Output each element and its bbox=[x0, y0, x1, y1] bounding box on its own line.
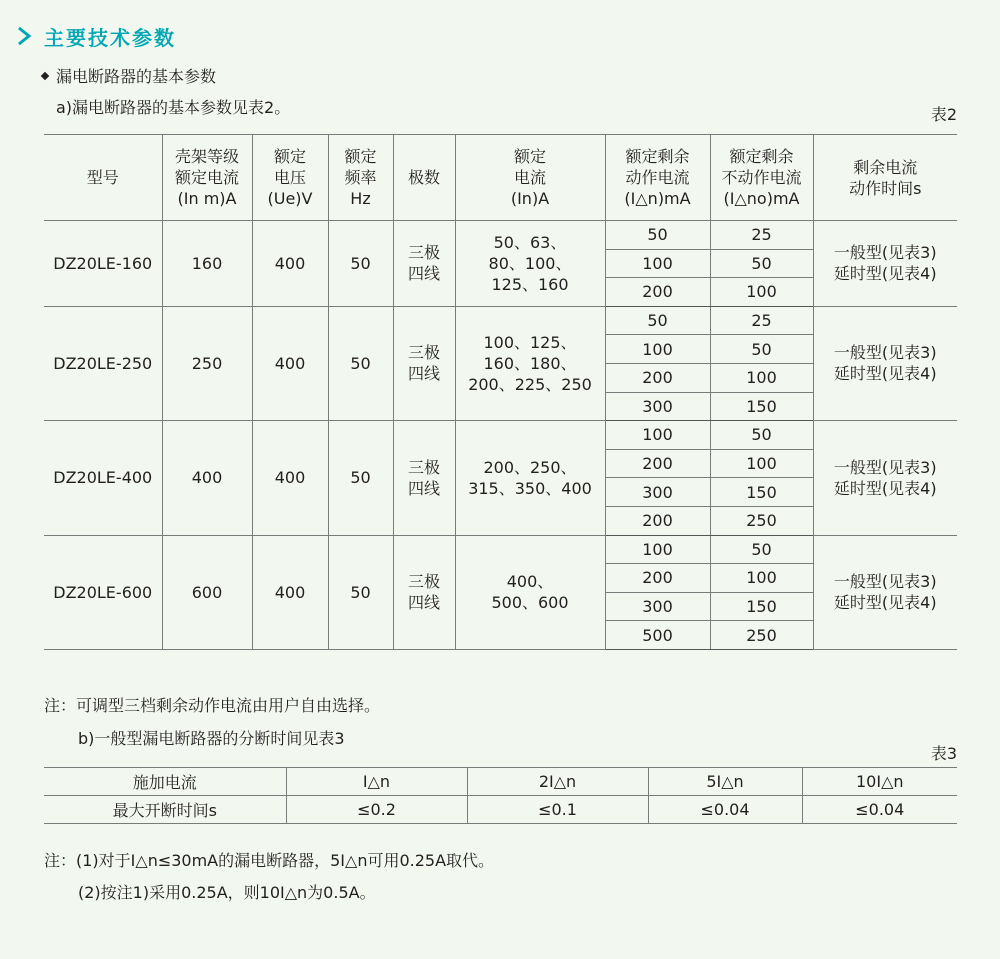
model-cell: DZ20LE-400 bbox=[44, 421, 162, 535]
parameters-table bbox=[44, 134, 957, 650]
table-cell: 2I△n bbox=[467, 768, 648, 796]
voltage-cell: 400 bbox=[252, 421, 328, 535]
residual-non-operating-current-cell: 100 bbox=[710, 449, 813, 478]
voltage-cell: 400 bbox=[252, 221, 328, 307]
rated-current-cell: 100、125、 160、180、 200、225、250 bbox=[455, 306, 605, 420]
table-row bbox=[44, 221, 957, 250]
residual-operating-current-cell: 500 bbox=[605, 621, 710, 650]
operating-time-cell: 一般型(见表3) 延时型(见表4) bbox=[813, 421, 957, 535]
residual-non-operating-current-cell: 100 bbox=[710, 278, 813, 307]
poles-cell: 三极 四线 bbox=[393, 535, 455, 649]
residual-non-operating-current-cell: 250 bbox=[710, 621, 813, 650]
residual-operating-current-cell: 300 bbox=[605, 392, 710, 421]
residual-operating-current-cell: 200 bbox=[605, 506, 710, 535]
table-cell: I△n bbox=[286, 768, 467, 796]
operating-time-cell: 一般型(见表3) 延时型(见表4) bbox=[813, 306, 957, 420]
table-header-cell: 剩余电流 动作时间s bbox=[813, 135, 957, 221]
table-header-cell: 额定 电流 (In)A bbox=[455, 135, 605, 221]
residual-non-operating-current-cell: 25 bbox=[710, 221, 813, 250]
frame-current-cell: 600 bbox=[162, 535, 252, 649]
frame-current-cell: 250 bbox=[162, 306, 252, 420]
residual-non-operating-current-cell: 25 bbox=[710, 306, 813, 335]
table3-label: 表3 bbox=[930, 744, 957, 763]
residual-operating-current-cell: 100 bbox=[605, 335, 710, 364]
model-cell: DZ20LE-250 bbox=[44, 306, 162, 420]
residual-operating-current-cell: 200 bbox=[605, 564, 710, 593]
note-2: 注：(1)对于I△n≤30mA的漏电断路器，5I△n可用0.25A取代。 bbox=[44, 851, 495, 870]
table-row bbox=[44, 535, 957, 564]
table-header-cell: 额定剩余 不动作电流 (I△no)mA bbox=[710, 135, 813, 221]
table-header-row bbox=[44, 135, 957, 221]
frequency-cell: 50 bbox=[328, 221, 393, 307]
table-cell: 10I△n bbox=[802, 768, 957, 796]
residual-non-operating-current-cell: 100 bbox=[710, 363, 813, 392]
residual-operating-current-cell: 50 bbox=[605, 306, 710, 335]
table-header-cell: 额定剩余 动作电流 (I△n)mA bbox=[605, 135, 710, 221]
table-cell: 5I△n bbox=[648, 768, 802, 796]
note-3: (2)按注1)采用0.25A，则10I△n为0.5A。 bbox=[78, 883, 376, 902]
frequency-cell: 50 bbox=[328, 306, 393, 420]
breaking-time-table bbox=[44, 767, 957, 824]
table-cell: ≤0.2 bbox=[286, 796, 467, 824]
rated-current-cell: 400、 500、600 bbox=[455, 535, 605, 649]
residual-non-operating-current-cell: 50 bbox=[710, 535, 813, 564]
residual-operating-current-cell: 300 bbox=[605, 478, 710, 507]
table-cell: ≤0.04 bbox=[648, 796, 802, 824]
residual-non-operating-current-cell: 250 bbox=[710, 506, 813, 535]
residual-non-operating-current-cell: 150 bbox=[710, 478, 813, 507]
section-title: 主要技术参数 bbox=[44, 25, 176, 50]
table-cell: ≤0.1 bbox=[467, 796, 648, 824]
residual-operating-current-cell: 200 bbox=[605, 278, 710, 307]
operating-time-cell: 一般型(见表3) 延时型(见表4) bbox=[813, 535, 957, 649]
model-cell: DZ20LE-160 bbox=[44, 221, 162, 307]
frequency-cell: 50 bbox=[328, 421, 393, 535]
table-row bbox=[44, 306, 957, 335]
residual-operating-current-cell: 100 bbox=[605, 421, 710, 450]
residual-operating-current-cell: 100 bbox=[605, 535, 710, 564]
residual-operating-current-cell: 50 bbox=[605, 221, 710, 250]
table-header-cell: 型号 bbox=[44, 135, 162, 221]
poles-cell: 三极 四线 bbox=[393, 221, 455, 307]
frame-current-cell: 400 bbox=[162, 421, 252, 535]
rated-current-cell: 200、250、 315、350、400 bbox=[455, 421, 605, 535]
residual-operating-current-cell: 200 bbox=[605, 449, 710, 478]
bullet-text: 漏电断路器的基本参数 bbox=[56, 67, 217, 86]
residual-operating-current-cell: 300 bbox=[605, 592, 710, 621]
operating-time-cell: 一般型(见表3) 延时型(见表4) bbox=[813, 221, 957, 307]
paragraph-a: a)漏电断路器的基本参数见表2。 bbox=[56, 98, 291, 117]
note-1: 注：可调型三档剩余动作电流由用户自由选择。 bbox=[44, 696, 381, 715]
table-row bbox=[44, 796, 957, 824]
table-header-cell: 壳架等级 额定电流 (In m)A bbox=[162, 135, 252, 221]
chevron-right-icon bbox=[14, 25, 36, 47]
frame-current-cell: 160 bbox=[162, 221, 252, 307]
residual-non-operating-current-cell: 100 bbox=[710, 564, 813, 593]
frequency-cell: 50 bbox=[328, 535, 393, 649]
table-cell: 施加电流 bbox=[44, 768, 286, 796]
poles-cell: 三极 四线 bbox=[393, 421, 455, 535]
residual-operating-current-cell: 100 bbox=[605, 249, 710, 278]
voltage-cell: 400 bbox=[252, 306, 328, 420]
table2-label: 表2 bbox=[930, 105, 957, 124]
table-cell: 最大开断时间s bbox=[44, 796, 286, 824]
bullet-heading bbox=[42, 64, 216, 87]
diamond-bullet-icon bbox=[41, 71, 49, 79]
model-cell: DZ20LE-600 bbox=[44, 535, 162, 649]
residual-non-operating-current-cell: 50 bbox=[710, 335, 813, 364]
table-cell: ≤0.04 bbox=[802, 796, 957, 824]
table-row bbox=[44, 768, 957, 796]
paragraph-b: b)一般型漏电断路器的分断时间见表3 bbox=[78, 729, 345, 748]
residual-non-operating-current-cell: 150 bbox=[710, 392, 813, 421]
residual-non-operating-current-cell: 50 bbox=[710, 421, 813, 450]
table-header-cell: 额定 频率 Hz bbox=[328, 135, 393, 221]
residual-operating-current-cell: 200 bbox=[605, 363, 710, 392]
residual-non-operating-current-cell: 50 bbox=[710, 249, 813, 278]
residual-non-operating-current-cell: 150 bbox=[710, 592, 813, 621]
table-header-cell: 极数 bbox=[393, 135, 455, 221]
poles-cell: 三极 四线 bbox=[393, 306, 455, 420]
table-header-cell: 额定 电压 (Ue)V bbox=[252, 135, 328, 221]
rated-current-cell: 50、63、 80、100、 125、160 bbox=[455, 221, 605, 307]
voltage-cell: 400 bbox=[252, 535, 328, 649]
table-row bbox=[44, 421, 957, 450]
section-header bbox=[14, 22, 176, 50]
